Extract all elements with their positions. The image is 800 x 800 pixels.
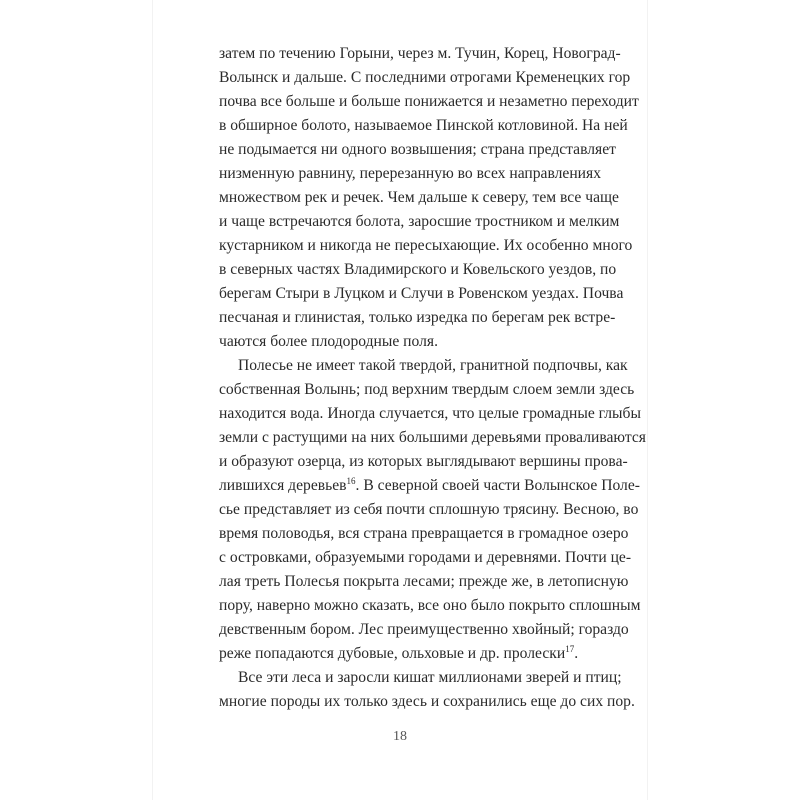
text-line: и чаще встречаются болота, заросшие тростником и мелким: [219, 213, 620, 230]
text-line: в обширное болото, называемое Пинской котловиной. На ней: [219, 117, 628, 134]
text-line: время половодья, вся страна превращается в громадное озеро: [219, 525, 629, 542]
page-number: 18: [393, 729, 407, 744]
text-line: [219, 476, 640, 495]
text-line: кустарником и никогда не пересыхающие. Их особенно много: [219, 237, 633, 254]
text-line: чаются более плодородные поля.: [219, 333, 438, 350]
text-line: многие породы их только здесь и сохранились еще до сих пор.: [219, 693, 635, 710]
text-line: затем по течению Горыни, через м. Тучин, Корец, Новоград-: [219, 45, 621, 62]
text-line: с островками, образуемыми городами и деревнями. Почти це-: [219, 549, 632, 566]
text-line: Волынск и дальше. С последними отрогами Кременецких гор: [219, 69, 631, 86]
text-line: низменную равнину, перерезанную во всех направлениях: [219, 165, 602, 182]
text-line: почва все больше и больше понижается и незаметно переходит: [219, 93, 639, 110]
text-line: не подымается ни одного возвышения; страна представляет: [219, 141, 616, 158]
text-line: собственная Волынь; под верхним твердым слоем земли здесь: [219, 381, 635, 398]
text-line: земли с растущими на них большими деревьями проваливаются: [219, 429, 646, 446]
text-segment: .: [574, 645, 579, 662]
text-line: [219, 644, 599, 663]
text-line: пору, наверно можно сказать, все оно было покрыто сплошным: [219, 597, 641, 614]
text-segment: реже попадаются дубовые, ольховые и др. пролески: [219, 645, 566, 662]
footnote-ref-16[interactable]: 16: [346, 476, 356, 486]
text-line: множеством рек и речек. Чем дальше к северу, тем все чаще: [219, 189, 619, 206]
text-segment: лившихся деревьев: [219, 477, 347, 494]
text-line: берегам Стыри в Луцком и Случи в Ровенском уездах. Почва: [219, 285, 624, 302]
text-line: сье представляет из себя почти сплошную трясину. Весною, во: [219, 501, 639, 518]
text-line: девственным бором. Лес преимущественно хвойный; гораздо: [219, 621, 629, 638]
text-line: лая треть Полесья покрыта лесами; прежде же, в летописную: [219, 573, 629, 590]
text-line: Все эти леса и заросли кишат миллионами зверей и птиц;: [238, 669, 622, 686]
text-segment: . В северной своей части Волынское Поле-: [355, 477, 640, 494]
text-line: песчаная и глинистая, только изредка по берегам рек встре-: [219, 309, 616, 326]
text-line: Полесье не имеет такой твердой, гранитной подпочвы, как: [238, 357, 628, 374]
footnote-ref-17[interactable]: 17: [565, 644, 575, 654]
text-line: и образуют озерца, из которых выглядывают вершины прова-: [219, 453, 628, 470]
text-line: находится вода. Иногда случается, что целые громадные глыбы: [219, 405, 641, 422]
text-line: в северных частях Владимирского и Ковельского уездов, по: [219, 261, 617, 278]
